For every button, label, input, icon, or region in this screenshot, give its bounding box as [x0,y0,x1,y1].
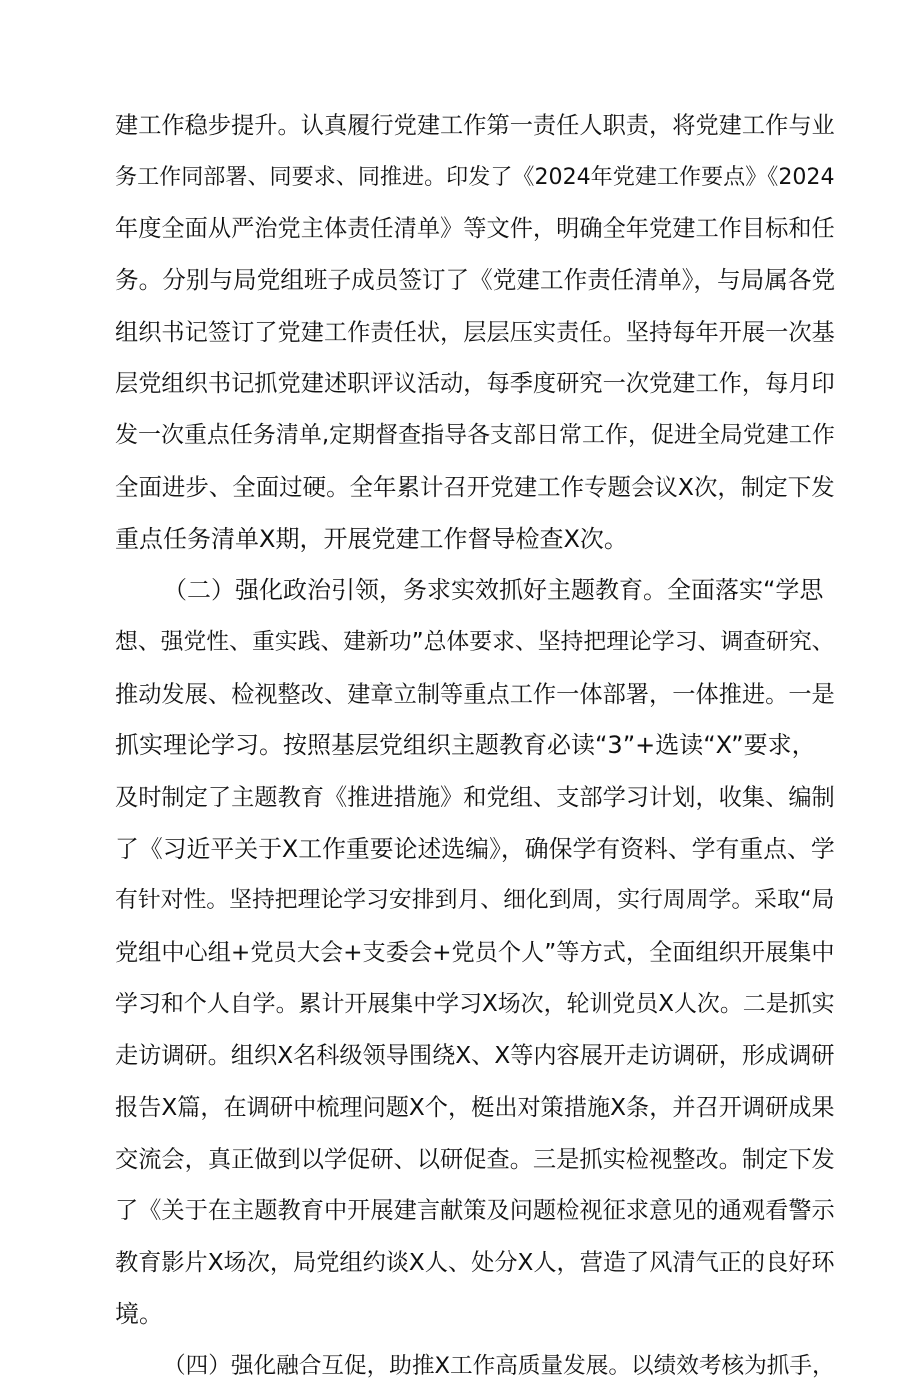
section-heading-line: （四）强化融合互促，助推X工作高质量发展。以绩效考核为抓手， [115,1341,835,1392]
text-line: 报告X篇，在调研中梳理问题X个，梃出对策措施X条，并召开调研成果 [115,1082,835,1134]
text-line: 交流会，真正做到以学促研、以研促查。三是抓实检视整改。制定下发 [115,1134,835,1186]
text-line: 了《关于在主题教育中开展建言献策及问题检视征求意见的通观看警示 [115,1185,835,1237]
text-line: 了《习近平关于X工作重要论述选编》，确保学有资料、学有重点、学 [115,824,835,876]
text-line: 层党组织书记抓党建述职评议活动，每季度研究一次党建工作，每月印 [115,358,835,410]
text-line: 发一次重点任务清单,定期督查指导各支部日常工作，促进全局党建工作 [115,410,835,462]
section-heading-line: （二）强化政治引领，务求实效抓好主题教育。全面落实“学思 [115,565,835,617]
text-line: 组织书记签订了党建工作责任状，层层压实责任。坚持每年开展一次基 [115,307,835,359]
text-line: 境。 [115,1289,835,1341]
body-text [115,100,835,1392]
text-line: 有针对性。坚持把理论学习安排到月、细化到周，实行周周学。采取“局 [115,875,835,927]
text-line: 务。分别与局党组班子成员签订了《党建工作责任清单》，与局属各党 [115,255,835,307]
text-line: 及时制定了主题教育《推进措施》和党组、支部学习计划，收集、编制 [115,772,835,824]
text-line: 抓实理论学习。按照基层党组织主题教育必读“3”+选读“X”要求， [115,720,835,772]
text-line: 党组中心组+党员大会+支委会+党员个人”等方式，全面组织开展集中 [115,927,835,979]
text-line: 务工作同部署、同要求、同推进。印发了《2024年党建工作要点》《2024 [115,152,835,204]
text-line: 学习和个人自学。累计开展集中学习X场次，轮训党员X人次。二是抓实 [115,979,835,1031]
text-line: 建工作稳步提升。认真履行党建工作第一责任人职责，将党建工作与业 [115,100,835,152]
text-line: 推动发展、检视整改、建章立制等重点工作一体部署，一体推进。一是 [115,669,835,721]
text-line: 重点任务清单X期，开展党建工作督导检查X次。 [115,514,835,566]
text-line: 全面进步、全面过硬。全年累计召开党建工作专题会议X次，制定下发 [115,462,835,514]
text-line: 教育影片X场次，局党组约谈X人、处分X人，营造了风清气正的良好环 [115,1237,835,1289]
text-line: 想、强党性、重实践、建新功”总体要求、坚持把理论学习、调查研究、 [115,617,835,669]
text-line: 年度全面从严治党主体责任清单》等文件，明确全年党建工作目标和任 [115,203,835,255]
text-line: 走访调研。组织X名科级领导围绕X、X等内容展开走访调研，形成调研 [115,1030,835,1082]
